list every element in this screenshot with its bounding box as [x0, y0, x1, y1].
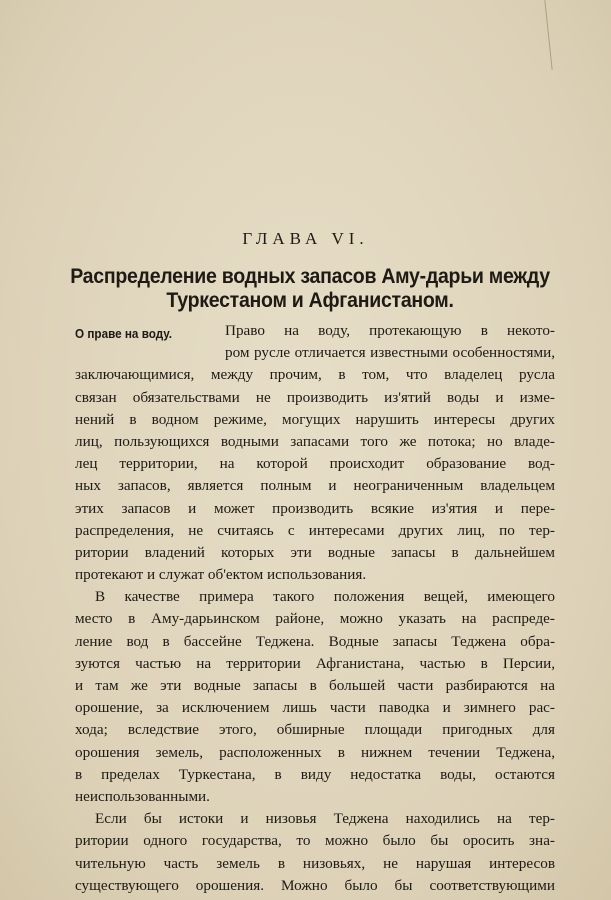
- text-line: этих запасов и может производить всякие из'ятия и пере-: [75, 499, 555, 517]
- text-line: лец территории, на которой происходит образование вод-: [75, 455, 555, 473]
- paper-crease: [544, 0, 552, 70]
- text-line: распределения, не считаясь с интересами других лиц, по тер-: [75, 521, 555, 539]
- text-line: лиц, пользующихся водными запасами того же потока; но владе-: [75, 432, 555, 450]
- text-line: В качестве примера такого положения вещей, имеющего: [95, 588, 555, 606]
- text-line: зуются частью на территории Афганистана, частью в Персии,: [75, 654, 555, 672]
- chapter-heading: ГЛАВА VI.: [242, 229, 369, 248]
- text-line: ритории одного государства, то можно было бы оросить зна-: [75, 832, 555, 850]
- side-heading: О праве на воду.: [75, 326, 173, 341]
- text-line: заключающимися, между прочим, в том, что владелец русла: [75, 366, 555, 384]
- body-text: [75, 320, 555, 897]
- text-line: орошения земель, расположенных в нижнем течении Теджена,: [75, 743, 555, 761]
- text-line: связан обязательствами не производить из'ятий воды и изме-: [75, 388, 555, 406]
- text-line: ритории владений которых эти водные запасы в дальнейшем: [75, 543, 555, 561]
- text-line: в пределах Туркестана, в виду недостатка воды, остаются: [75, 765, 555, 783]
- chapter-title-line-1: Распределение водных запасов Аму-дарьи между: [70, 265, 550, 288]
- text-line: ных запасов, является полным и неограниченным владельцем: [75, 477, 555, 495]
- chapter-title: [59, 265, 561, 313]
- text-line: ление вод в бассейне Теджена. Водные запасы Теджена обра-: [75, 632, 555, 650]
- text-line: ром русле отличается известными особенностями,: [225, 344, 555, 362]
- chapter-title-line-2: Туркестаном и Афганистаном.: [166, 289, 454, 312]
- text-line: Если бы истоки и низовья Теджена находились на тер-: [95, 810, 555, 828]
- text-line: протекают и служат об'ектом использования.: [75, 566, 367, 584]
- text-line: и там же эти водные запасы в большей части разбираются на: [75, 677, 555, 694]
- text-line: место в Аму-дарьинском районе, можно указать на распреде-: [75, 610, 555, 628]
- text-line: Право на воду, протекающую в некото-: [225, 322, 555, 339]
- text-line: неиспользованными.: [75, 787, 210, 805]
- text-line: орошение, за исключением лишь части паводка и зимнего рас-: [75, 699, 555, 717]
- text-line: нений в водном режиме, могущих нарушить интересы других: [75, 410, 555, 428]
- text-line: хода; вследствие этого, обширные площади пригодных для: [75, 721, 555, 739]
- text-line: чительную часть земель в низовьях, не нарушая интересов: [75, 854, 555, 872]
- text-line: существующего орошения. Можно было бы соответствующими: [75, 876, 555, 894]
